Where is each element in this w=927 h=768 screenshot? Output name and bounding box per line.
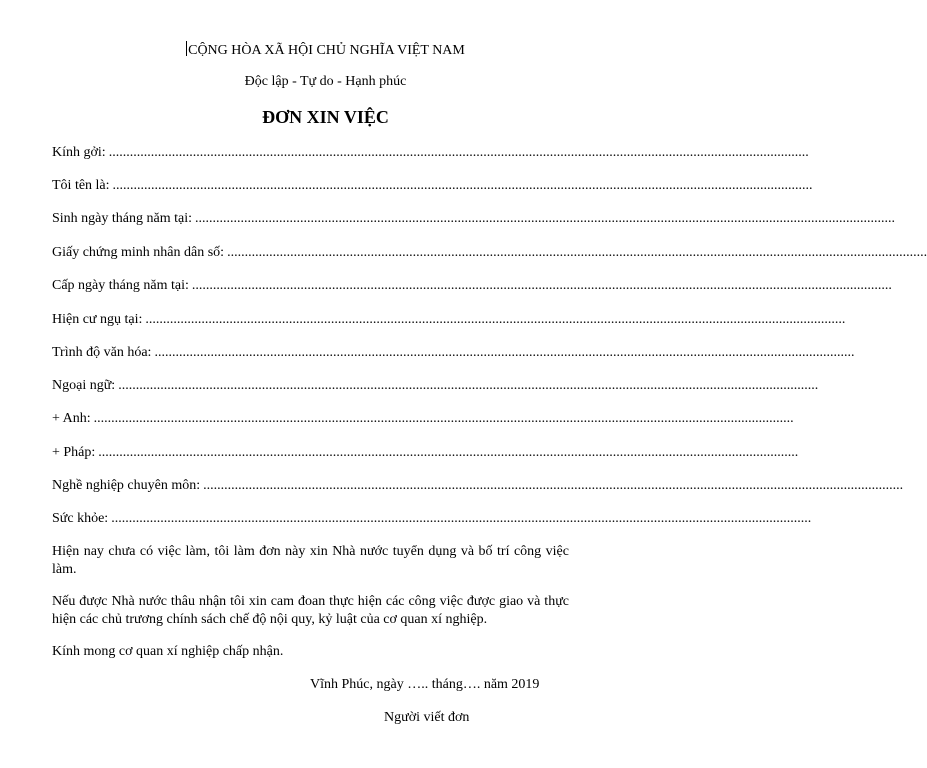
text-cursor (186, 41, 187, 56)
field-fill-line[interactable]: ........................................................................................................................................................................................................ (118, 378, 819, 393)
field-label: Giấy chứng minh nhân dân số: (52, 245, 225, 260)
field-label: Kính gởi: (52, 145, 106, 160)
field-education (52, 345, 855, 361)
signer-label: Người viết đơn (384, 710, 470, 725)
date-line: Vĩnh Phúc, ngày ….. tháng…. năm 2019 (310, 677, 540, 692)
field-fill-line[interactable]: ........................................................................................................................................................................................................ (93, 411, 794, 426)
paragraph-closing: Kính mong cơ quan xí nghiệp chấp nhận. (52, 644, 284, 659)
field-label: Sinh ngày tháng năm tại: (52, 211, 192, 226)
field-fill-line[interactable]: ........................................................................................................................................................................................................ (112, 178, 813, 193)
field-label: Ngoại ngữ: (52, 378, 116, 393)
field-fill-line[interactable]: ........................................................................................................................................................................................................ (108, 145, 809, 160)
field-fill-line[interactable]: ........................................................................................................................................................................................................ (98, 445, 799, 460)
field-fill-line[interactable]: ........................................................................................................................................................................................................ (154, 345, 855, 360)
field-label: + Anh: (52, 411, 91, 426)
national-title: CỘNG HÒA XÃ HỘI CHỦ NGHĨA VIỆT NAM (188, 43, 465, 58)
field-health (52, 511, 812, 527)
field-recipient (52, 145, 809, 161)
field-label: Sức khỏe: (52, 511, 109, 526)
field-birth (52, 211, 895, 227)
paragraph-commitment: Nếu được Nhà nước thâu nhận tôi xin cam đoan thực hiện các công việc được giao và thực hiện các chủ trương chính sách chế độ nội quy, kỷ luật của cơ quan xí nghiệp. (52, 594, 569, 627)
field-name (52, 178, 813, 194)
field-english (52, 411, 794, 427)
motto: Độc lập - Tự do - Hạnh phúc (244, 74, 407, 89)
field-label: Trình độ văn hóa: (52, 345, 152, 360)
field-id-issued (52, 278, 892, 294)
field-label: Hiện cư ngụ tại: (52, 312, 143, 327)
field-fill-line[interactable]: ........................................................................................................................................................................................................ (194, 211, 895, 226)
field-label: Nghề nghiệp chuyên môn: (52, 478, 201, 493)
field-fill-line[interactable]: ........................................................................................................................................................................................................ (227, 245, 927, 260)
field-languages (52, 378, 819, 394)
field-fill-line[interactable]: ........................................................................................................................................................................................................ (191, 278, 892, 293)
field-address (52, 312, 846, 328)
field-label: Cấp ngày tháng năm tại: (52, 278, 189, 293)
field-label: Tôi tên là: (52, 178, 110, 193)
field-french (52, 445, 799, 461)
field-profession (52, 478, 904, 494)
field-fill-line[interactable]: ........................................................................................................................................................................................................ (203, 478, 904, 493)
field-label: + Pháp: (52, 445, 96, 460)
field-fill-line[interactable]: ........................................................................................................................................................................................................ (145, 312, 846, 327)
form-title: ĐƠN XIN VIỆC (262, 107, 389, 127)
national-title-line (0, 41, 651, 59)
paragraph-request: Hiện nay chưa có việc làm, tôi làm đơn này xin Nhà nước tuyển dụng và bố trí công việc làm. (52, 544, 569, 577)
field-id-number (52, 245, 927, 261)
field-fill-line[interactable]: ........................................................................................................................................................................................................ (111, 511, 812, 526)
